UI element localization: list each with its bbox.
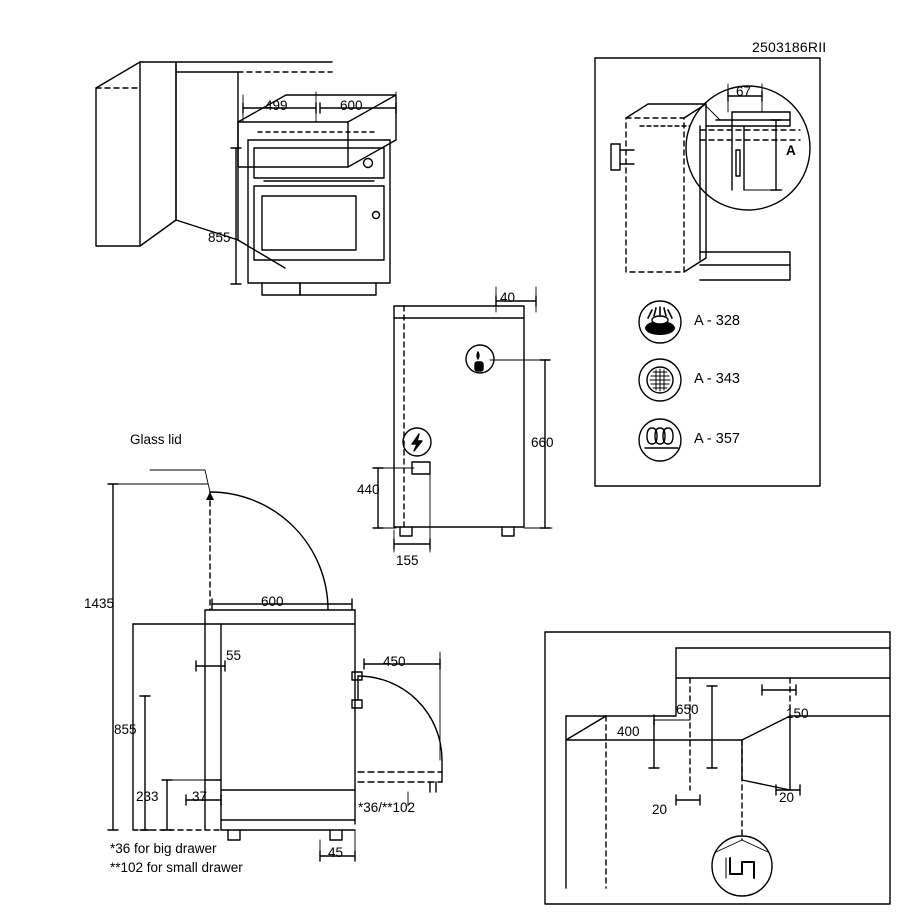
dim-20-right: 20 bbox=[779, 790, 795, 805]
dim-36-102: *36/**102 bbox=[358, 800, 416, 815]
dim-499: 499 bbox=[265, 98, 288, 113]
dim-440: 440 bbox=[357, 482, 380, 497]
dim-150: 150 bbox=[786, 706, 809, 721]
dim-233: 233 bbox=[136, 789, 159, 804]
dim-67: 67 bbox=[736, 84, 752, 99]
dim-A: A bbox=[786, 143, 796, 158]
hob-type-gas-label: A - 328 bbox=[694, 313, 740, 329]
drawing-code: 2503186RII bbox=[752, 39, 827, 55]
dim-55: 55 bbox=[226, 648, 242, 663]
dim-660: 660 bbox=[531, 435, 554, 450]
dim-600-top: 600 bbox=[340, 98, 363, 113]
note-small-drawer: **102 for small drawer bbox=[110, 860, 243, 875]
glass-lid-label: Glass lid bbox=[130, 432, 182, 447]
dim-400: 400 bbox=[617, 724, 640, 739]
dim-600-bottom: 600 bbox=[261, 594, 284, 609]
dim-20-left: 20 bbox=[652, 802, 668, 817]
hob-type-induction-label: A - 343 bbox=[694, 371, 740, 387]
hob-type-radiant-label: A - 357 bbox=[694, 431, 740, 447]
dim-1435: 1435 bbox=[84, 596, 115, 611]
dim-45: 45 bbox=[328, 845, 344, 860]
note-big-drawer: *36 for big drawer bbox=[110, 841, 217, 856]
dim-155: 155 bbox=[396, 553, 419, 568]
dim-37: 37 bbox=[192, 789, 208, 804]
dim-855-top: 855 bbox=[208, 230, 231, 245]
dim-40: 40 bbox=[500, 290, 516, 305]
dim-855-bottom: 855 bbox=[114, 722, 137, 737]
dim-650: 650 bbox=[676, 702, 699, 717]
dim-450: 450 bbox=[383, 654, 406, 669]
